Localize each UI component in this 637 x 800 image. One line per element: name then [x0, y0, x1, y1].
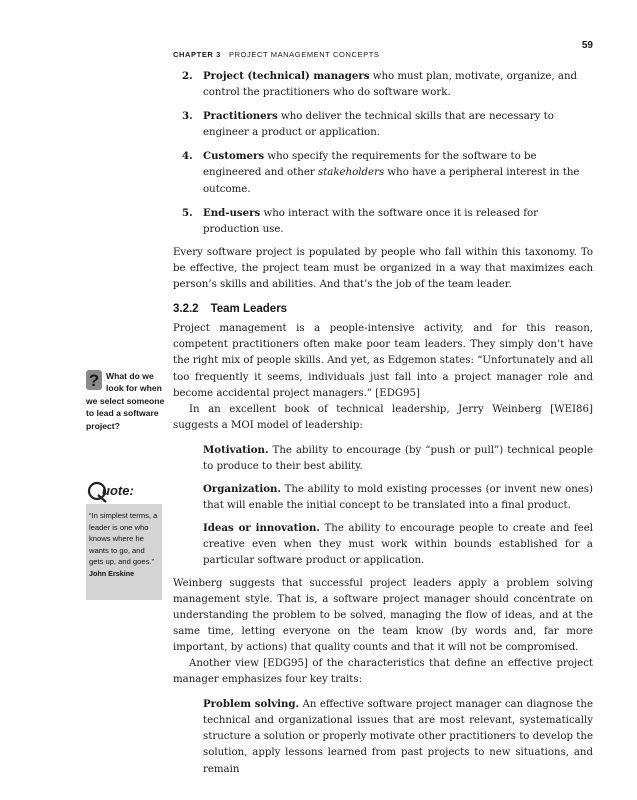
- item-number: 2.: [182, 70, 193, 82]
- question-text: What do we look for when we select someone to lead a software project?: [86, 371, 165, 431]
- definition-text: The ability to mold existing processes (or invent new ones) that will enable the initial concept to be translated into a final product.: [203, 484, 593, 512]
- definition-text: The ability to encourage people to create and feel creative even when they must work within bounds established for a particular software product or application.: [203, 523, 593, 567]
- item-term: Project (technical) managers: [203, 70, 370, 82]
- definition-item: [173, 481, 593, 514]
- item-number: 4.: [182, 150, 193, 163]
- running-header: [173, 40, 593, 59]
- definition-term: Organization.: [203, 483, 281, 496]
- item-number: 3.: [182, 110, 193, 123]
- list-item: [173, 205, 593, 238]
- paragraph: Project management is a people-intensive activity, and for this reason, competent practitioners often make poor team leaders. They simply don’t have the right mix of people skills. And yet, as Edgemon states: “Unfortunately and all too frequently it seems, individuals just fall into a project manager role and become accidental project managers.” [EDG95]: [173, 323, 593, 399]
- definition-text: The ability to encourage (by “push or pull”) technical people to produce to their best ability.: [203, 444, 593, 472]
- paragraph: In an excellent book of technical leadership, Jerry Weinberg [WEI86] suggests a MOI model of leadership:: [173, 403, 593, 431]
- list-item: [173, 148, 593, 197]
- margin-quote: [86, 480, 162, 600]
- section-title: Team Leaders: [210, 303, 288, 316]
- item-text: who deliver the technical skills that are necessary to engineer a product or application.: [203, 111, 554, 139]
- item-number: 5.: [182, 206, 193, 219]
- chapter-title: PROJECT MANAGEMENT CONCEPTS: [228, 50, 380, 59]
- quote-text: “In simplest terms, a leader is one who knows where he wants to go, and gets up, and goes.”: [89, 511, 158, 567]
- item-term: Practitioners: [203, 110, 278, 123]
- quote-author: John Erskine: [89, 568, 135, 578]
- quote-body: [89, 510, 161, 580]
- paragraph: Every software project is populated by people who fall within this taxonomy. To be effective, the project team must be organized in a way that maximizes each person’s skills and abilities. And that’s the job of the team leader.: [173, 246, 593, 291]
- definition-item: [173, 520, 593, 569]
- item-text: who interact with the software once it is released for production use.: [203, 207, 539, 235]
- definition-text: An effective software project manager can diagnose the technical and organizational issues that are most relevant, systematically structure a solution or properly motivate other practitioners to develop the solution, apply lessons learned from past projects to new situations, and remain: [203, 699, 593, 775]
- quote-label: uote:: [102, 483, 134, 498]
- definition-term: Motivation.: [203, 443, 269, 456]
- definition-item: [173, 696, 593, 777]
- item-text: who specify the requirements for the software to be engineered and other: [203, 151, 537, 179]
- chapter-heading: [173, 50, 380, 59]
- quote-heading: [86, 480, 162, 504]
- item-term: Customers: [203, 150, 265, 163]
- paragraph: Another view [EDG95] of the characteristics that define an effective project manager emphasizes four key traits:: [173, 658, 593, 686]
- definition-item: [173, 442, 593, 475]
- item-text: who must plan, motivate, organize, and control the practitioners who do software work.: [203, 71, 578, 99]
- item-text: who have a peripheral interest in the outcome.: [203, 167, 580, 195]
- item-emphasis: stakeholders: [317, 167, 385, 179]
- list-item: [173, 68, 593, 101]
- list-item: [173, 108, 593, 141]
- definition-term: Problem solving.: [203, 698, 300, 711]
- paragraph: Weinberg suggests that successful project leaders apply a problem solving management style. That is, a software project manager should concentrate on understanding the problem to be solved, managing the flow of ideas, and at the same time, letting everyone on the team know (by words and, far more important, by actions) that quality counts and that it will not be compromised.: [173, 577, 593, 653]
- definition-term: Ideas or innovation.: [203, 522, 320, 535]
- section-number: 3.2.2: [173, 303, 199, 316]
- chapter-label: CHAPTER 3: [173, 50, 221, 59]
- question-mark-icon: [86, 370, 102, 390]
- margin-question: [86, 370, 168, 432]
- page-number: 59: [581, 40, 593, 51]
- main-text-column: [173, 68, 593, 784]
- section-heading: [173, 301, 593, 317]
- item-term: End-users: [203, 206, 261, 219]
- svg-text:?: ?: [88, 371, 100, 390]
